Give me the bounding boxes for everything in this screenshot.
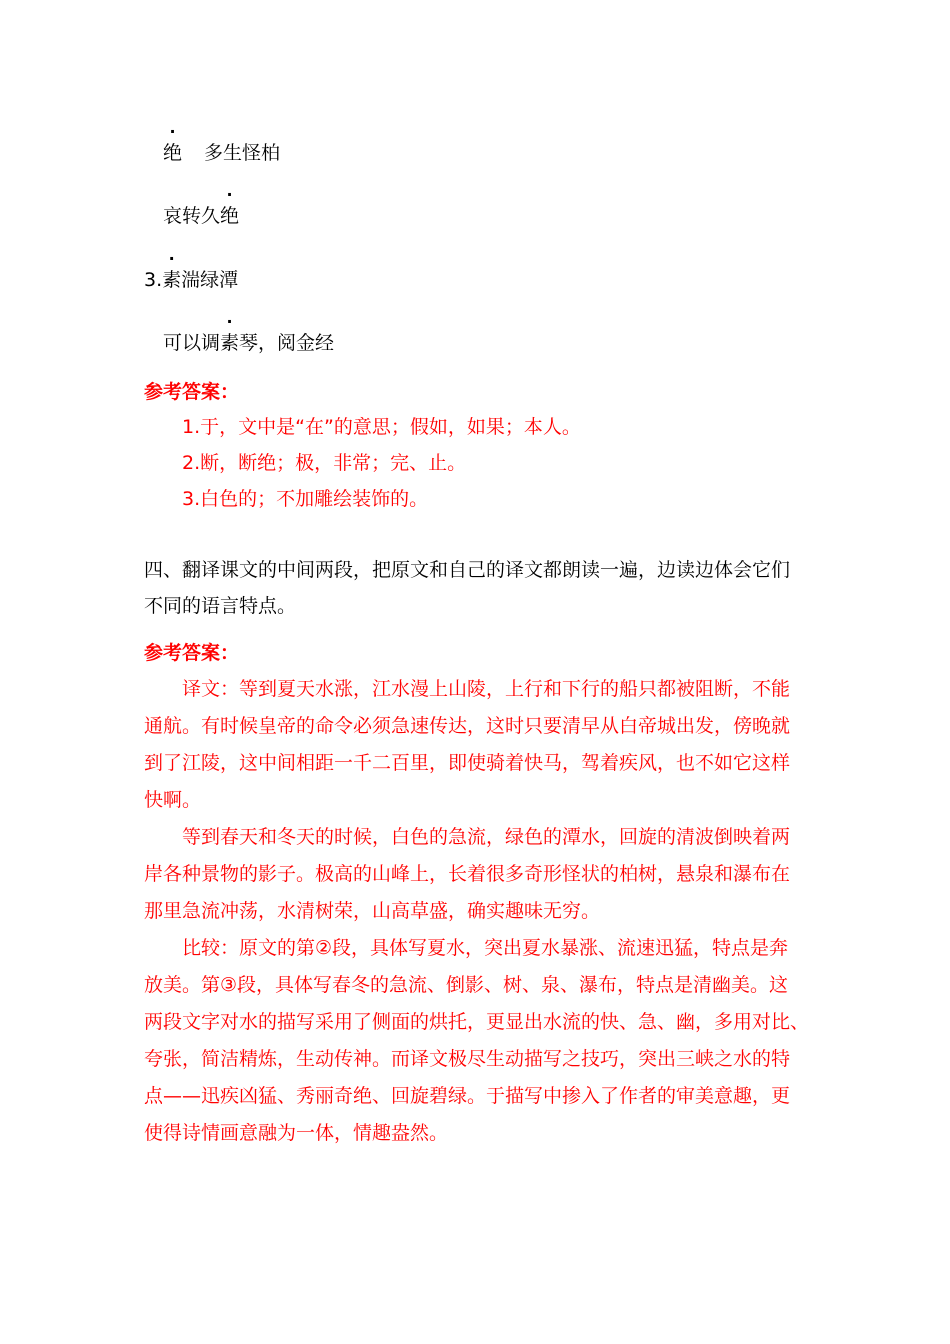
dotted-char: 绝 <box>163 142 183 164</box>
answer-item-3: 3.白色的；不加雕绘装饰的。 <box>182 488 429 510</box>
vocab-line-2 <box>163 203 239 229</box>
translation-line-5: 等到春天和冬天的时候，白色的急流，绿色的潭水，回旋的清波倒映着两 <box>182 826 791 848</box>
vocab-text: 哀转久 <box>163 205 221 227</box>
answer-label-1: 参考答案： <box>144 381 240 403</box>
vocab-line-3 <box>144 267 238 293</box>
vocab-number: 3. <box>144 269 163 291</box>
vocab-text: 湍绿潭 <box>181 269 239 291</box>
comparison-line-4: 夸张，简洁精炼，生动传神。而译文极尽生动描写之技巧，突出三峡之水的特 <box>144 1048 791 1070</box>
dotted-char: 素 <box>220 332 240 354</box>
comparison-line-3: 两段文字对水的描写采用了侧面的烘托，更显出水流的快、急、幽，多用对比、 <box>144 1011 810 1033</box>
answer-item-2: 2.断，断绝；极，非常；完、止。 <box>182 452 467 474</box>
vocab-text: 可以调 <box>163 332 221 354</box>
question-4-line-1: 四、翻译课文的中间两段，把原文和自己的译文都朗读一遍，边读边体会它们 <box>144 559 791 581</box>
vocab-line-1 <box>163 140 280 166</box>
translation-line-2: 通航。有时候皇帝的命令必须急速传达，这时只要清早从白帝城出发，傍晚就 <box>144 715 791 737</box>
translation-line-7: 那里急流冲荡，水清树荣，山高草盛，确实趣味无穷。 <box>144 900 601 922</box>
comparison-line-2: 放美。第③段，具体写春冬的急流、倒影、树、泉、瀑布，特点是清幽美。这 <box>144 974 789 996</box>
vocab-line-4 <box>163 330 334 356</box>
translation-line-4: 快啊。 <box>144 789 202 811</box>
question-4-line-2: 不同的语言特点。 <box>144 595 297 617</box>
answer-label-2: 参考答案： <box>144 642 240 664</box>
comparison-line-5: 点——迅疾凶猛、秀丽奇绝、回旋碧绿。于描写中掺入了作者的审美意趣，更 <box>144 1085 791 1107</box>
vocab-text: 琴，阅金经 <box>239 332 335 354</box>
translation-line-3: 到了江陵，这中间相距一千二百里，即使骑着快马，驾着疾风，也不如它这样 <box>144 752 791 774</box>
comparison-line-1: 比较：原文的第②段，具体写夏水，突出夏水暴涨、流速迅猛，特点是奔 <box>182 937 789 959</box>
answer-item-1: 1.于，文中是“在”的意思；假如，如果；本人。 <box>182 416 581 438</box>
vocab-text: 多生怪柏 <box>204 142 281 164</box>
dotted-char: 素 <box>162 269 182 291</box>
comparison-line-6: 使得诗情画意融为一体，情趣盎然。 <box>144 1122 449 1144</box>
translation-line-1: 译文：等到夏天水涨，江水漫上山陵，上行和下行的船只都被阻断，不能 <box>182 678 791 700</box>
translation-line-6: 岸各种景物的影子。极高的山峰上，长着很多奇形怪状的柏树，悬泉和瀑布在 <box>144 863 791 885</box>
dotted-char: 绝 <box>220 205 240 227</box>
